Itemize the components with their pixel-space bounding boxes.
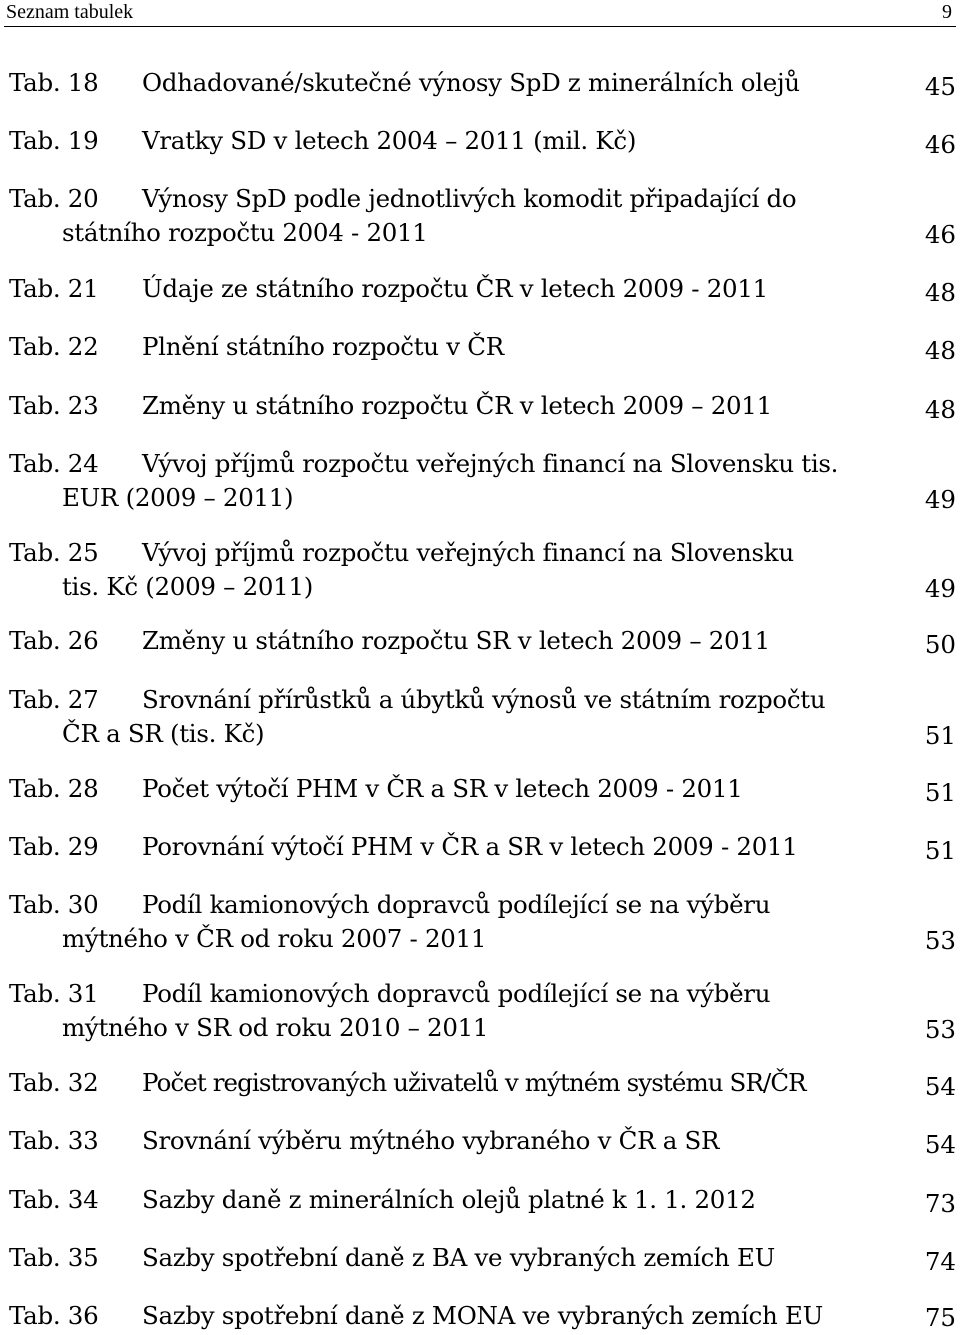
entry-page: 46 bbox=[924, 130, 956, 159]
entry-page: 54 bbox=[924, 1072, 956, 1101]
entry-page: 51 bbox=[924, 778, 956, 807]
entry-number: Tab. 30 bbox=[9, 890, 99, 919]
entry-title: Vývoj příjmů rozpočtu veřejných financí na Slovensku bbox=[142, 538, 794, 567]
entry-page: 50 bbox=[924, 630, 956, 659]
entry-page: 48 bbox=[924, 395, 956, 424]
entry-number: Tab. 18 bbox=[9, 68, 99, 97]
entry-number: Tab. 19 bbox=[9, 126, 99, 155]
entry-title: Výnosy SpD podle jednotlivých komodit připadající do bbox=[142, 184, 797, 213]
section-title: Seznam tabulek bbox=[6, 1, 134, 23]
entry-number: Tab. 36 bbox=[9, 1301, 99, 1330]
entry-title: Srovnání přírůstků a úbytků výnosů ve státním rozpočtu bbox=[142, 685, 826, 714]
entry-title: Srovnání výběru mýtného vybraného v ČR a SR bbox=[142, 1126, 720, 1155]
entry-title: Počet registrovaných uživatelů v mýtném systému SR/ČR bbox=[142, 1068, 806, 1097]
entry-page: 48 bbox=[924, 278, 956, 307]
entry-title-continuation: EUR (2009 – 2011) bbox=[62, 483, 294, 512]
entry-page: 54 bbox=[924, 1130, 956, 1159]
entry-title: Změny u státního rozpočtu ČR v letech 2009 – 2011 bbox=[142, 391, 772, 420]
entry-title-continuation: tis. Kč (2009 – 2011) bbox=[62, 572, 313, 601]
entry-number: Tab. 26 bbox=[9, 626, 99, 655]
entry-title-continuation: státního rozpočtu 2004 - 2011 bbox=[62, 218, 428, 247]
entry-page: 46 bbox=[924, 220, 956, 249]
entry-page: 49 bbox=[924, 485, 956, 514]
entry-number: Tab. 23 bbox=[9, 391, 99, 420]
entry-title-continuation: ČR a SR (tis. Kč) bbox=[62, 719, 265, 748]
entry-title: Podíl kamionových dopravců podílející se na výběru bbox=[142, 890, 771, 919]
page-header bbox=[4, 0, 956, 27]
entry-number: Tab. 34 bbox=[9, 1185, 99, 1214]
entry-number: Tab. 29 bbox=[9, 832, 99, 861]
entry-title: Sazby spotřební daně z BA ve vybraných zemích EU bbox=[142, 1243, 775, 1272]
entry-title: Vývoj příjmů rozpočtu veřejných financí na Slovensku tis. bbox=[142, 449, 839, 478]
entry-page: 51 bbox=[924, 721, 956, 750]
entry-title-continuation: mýtného v SR od roku 2010 – 2011 bbox=[62, 1013, 489, 1042]
entry-page: 53 bbox=[924, 926, 956, 955]
entry-number: Tab. 24 bbox=[9, 449, 99, 478]
entry-number: Tab. 27 bbox=[9, 685, 99, 714]
entry-page: 53 bbox=[924, 1015, 956, 1044]
page-number: 9 bbox=[942, 1, 952, 23]
entry-title: Odhadované/skutečné výnosy SpD z minerálních olejů bbox=[142, 68, 800, 97]
entry-number: Tab. 32 bbox=[9, 1068, 99, 1097]
entry-page: 73 bbox=[924, 1189, 956, 1218]
entry-title: Plnění státního rozpočtu v ČR bbox=[142, 332, 504, 361]
entry-title: Změny u státního rozpočtu SR v letech 2009 – 2011 bbox=[142, 626, 770, 655]
entry-title: Podíl kamionových dopravců podílející se na výběru bbox=[142, 979, 771, 1008]
entry-title: Údaje ze státního rozpočtu ČR v letech 2009 - 2011 bbox=[142, 274, 768, 303]
entry-title: Sazby spotřební daně z MONA ve vybraných zemích EU bbox=[142, 1301, 823, 1330]
entry-number: Tab. 33 bbox=[9, 1126, 99, 1155]
entry-number: Tab. 22 bbox=[9, 332, 99, 361]
entry-page: 74 bbox=[924, 1247, 956, 1276]
entry-title: Porovnání výtočí PHM v ČR a SR v letech 2009 - 2011 bbox=[142, 832, 798, 861]
entry-page: 51 bbox=[924, 836, 956, 865]
entry-page: 48 bbox=[924, 336, 956, 365]
entry-number: Tab. 21 bbox=[9, 274, 99, 303]
entry-title: Vratky SD v letech 2004 – 2011 (mil. Kč) bbox=[142, 126, 637, 155]
entry-title-continuation: mýtného v ČR od roku 2007 - 2011 bbox=[62, 924, 487, 953]
entry-title: Sazby daně z minerálních olejů platné k 1. 1. 2012 bbox=[142, 1185, 756, 1214]
entry-number: Tab. 28 bbox=[9, 774, 99, 803]
entry-page: 49 bbox=[924, 574, 956, 603]
entry-title: Počet výtočí PHM v ČR a SR v letech 2009 - 2011 bbox=[142, 774, 743, 803]
entry-number: Tab. 25 bbox=[9, 538, 99, 567]
entry-number: Tab. 35 bbox=[9, 1243, 99, 1272]
entry-page: 45 bbox=[924, 72, 956, 101]
entry-number: Tab. 20 bbox=[9, 184, 99, 213]
entry-number: Tab. 31 bbox=[9, 979, 99, 1008]
entry-page: 75 bbox=[924, 1303, 956, 1332]
